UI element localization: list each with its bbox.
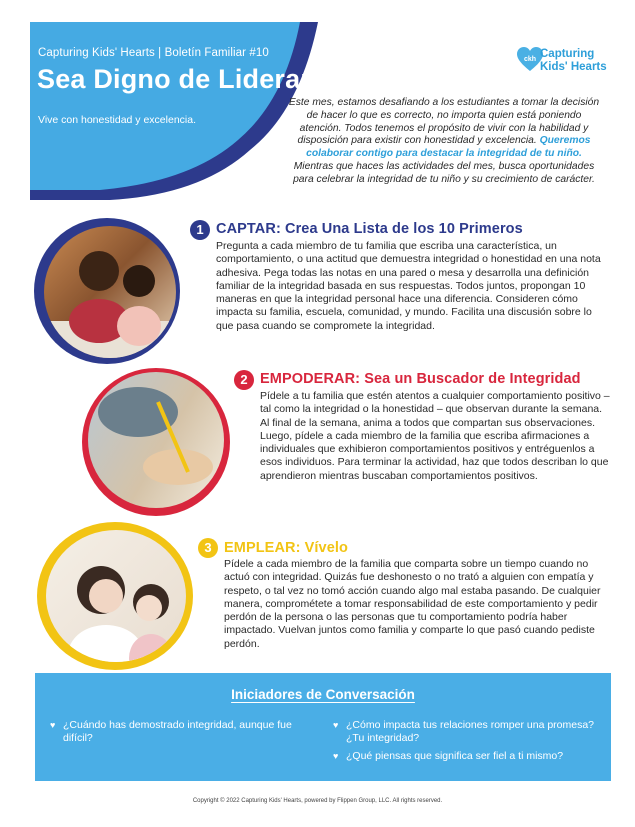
heart-bullet-icon: ♥ (50, 720, 56, 730)
heart-bullet-icon: ♥ (333, 751, 339, 761)
logo-mark: ckh (523, 56, 537, 63)
section-2-photo (88, 372, 224, 508)
logo-line-2: Kids' Hearts (540, 61, 607, 73)
intro-paragraph (288, 97, 600, 187)
question-1: ¿Cuándo has demostrado integridad, aunque fue difícil? (63, 719, 292, 744)
question-3: ¿Qué piensas que significa ser fiel a ti mismo? (346, 750, 564, 762)
newsletter-subtitle: Capturing Kids' Hearts | Boletín Familiar #10 (38, 47, 269, 59)
section-3-body: Pídele a cada miembro de la familia que comparta sobre un tiempo cuando no actuó con integridad. Quizás fue deshonesto o no trató a alguien con empatía y respeto, o tal vez no tomó acción cuando algo mal estaba pasando. De cualquier manera, comprométete a tomar responsabilidad de este comportamiento y pedir perdón de la persona o las personas que tu comportamiento podría haber impactado. Vuelvan juntos como familia y comparte lo que pasó cuando pediste perdón. (224, 558, 601, 650)
heart-bullet-icon: ♥ (333, 720, 339, 730)
question-2: ¿Cómo impacta tus relaciones romper una promesa? ¿Tu integridad? (346, 719, 595, 744)
section-2-title: EMPODERAR: Sea un Buscador de Integridad (260, 371, 581, 387)
intro-text-1: Este mes, estamos desafiando a los estudiantes a tomar la decisión de hacer lo que es correcto, no importa quien está poniendo atención. Todos tenemos el propósito de vivir con la habilidad y disposición para existir con honestidad y excelencia. (288, 97, 600, 147)
intro-highlight: Queremos colaborar contigo para destacar la integridad de tu niño. (306, 135, 591, 160)
copyright-footer: Copyright © 2022 Capturing Kids' Hearts, powered by Flippen Group, LLC. All rights reserved. (192, 798, 443, 804)
section-2-number: 2 (234, 370, 254, 390)
section-1-body: Pregunta a cada miembro de tu familia que escriba una característica, un comportamiento, o una actitud que demuestra integridad o honestidad en una nota adhesiva. Pega todas las notas en una pared o mesa y desarrolla una definición familiar de la integridad basada en sus respuestas. Todos juntos, propongan 10 maneras en que la integridad personal hace una diferencia. Consideren cómo impacta su familia, escuela, comunidad, y mundo. Facilita una discusión sobre lo que pasa cuando se compromete la integridad. (216, 240, 601, 332)
section-3-photo (46, 530, 186, 662)
page-title: Sea Digno de Liderar (37, 64, 312, 94)
tagline: Vive con honestidad y excelencia. (38, 114, 196, 126)
section-1-title: CAPTAR: Crea Una Lista de los 10 Primeros (216, 221, 523, 237)
logo-line-1: Capturing (540, 48, 595, 60)
intro-text-2: Mientras que haces las actividades del mes, busca oportunidades para celebrar la integridad de tu niño y su crecimiento de carácter. (293, 160, 595, 185)
section-3-number: 3 (198, 538, 218, 558)
section-2-body: Pídele a tu familia que estén atentos a cualquier comportamiento positivo – tal como la integridad o la honestidad – que observan durante la semana. Al final de la semana, anima a todos que compartan sus observaciones. Luego, pídele a cada miembro de la familia que escriba afirmaciones a individuales que exhibieron comportamientos positivos y entréguenlos a esos individuos. Para terminar la actividad, haz que todos describan lo que aprendieron mientras buscaban comportamientos positivos. (260, 390, 610, 482)
conversation-title: Iniciadores de Conversación (231, 687, 415, 702)
section-3-title: EMPLEAR: Vívelo (224, 540, 348, 556)
logo-text (540, 48, 607, 74)
section-1-photo (44, 226, 176, 358)
section-1-number: 1 (190, 220, 210, 240)
